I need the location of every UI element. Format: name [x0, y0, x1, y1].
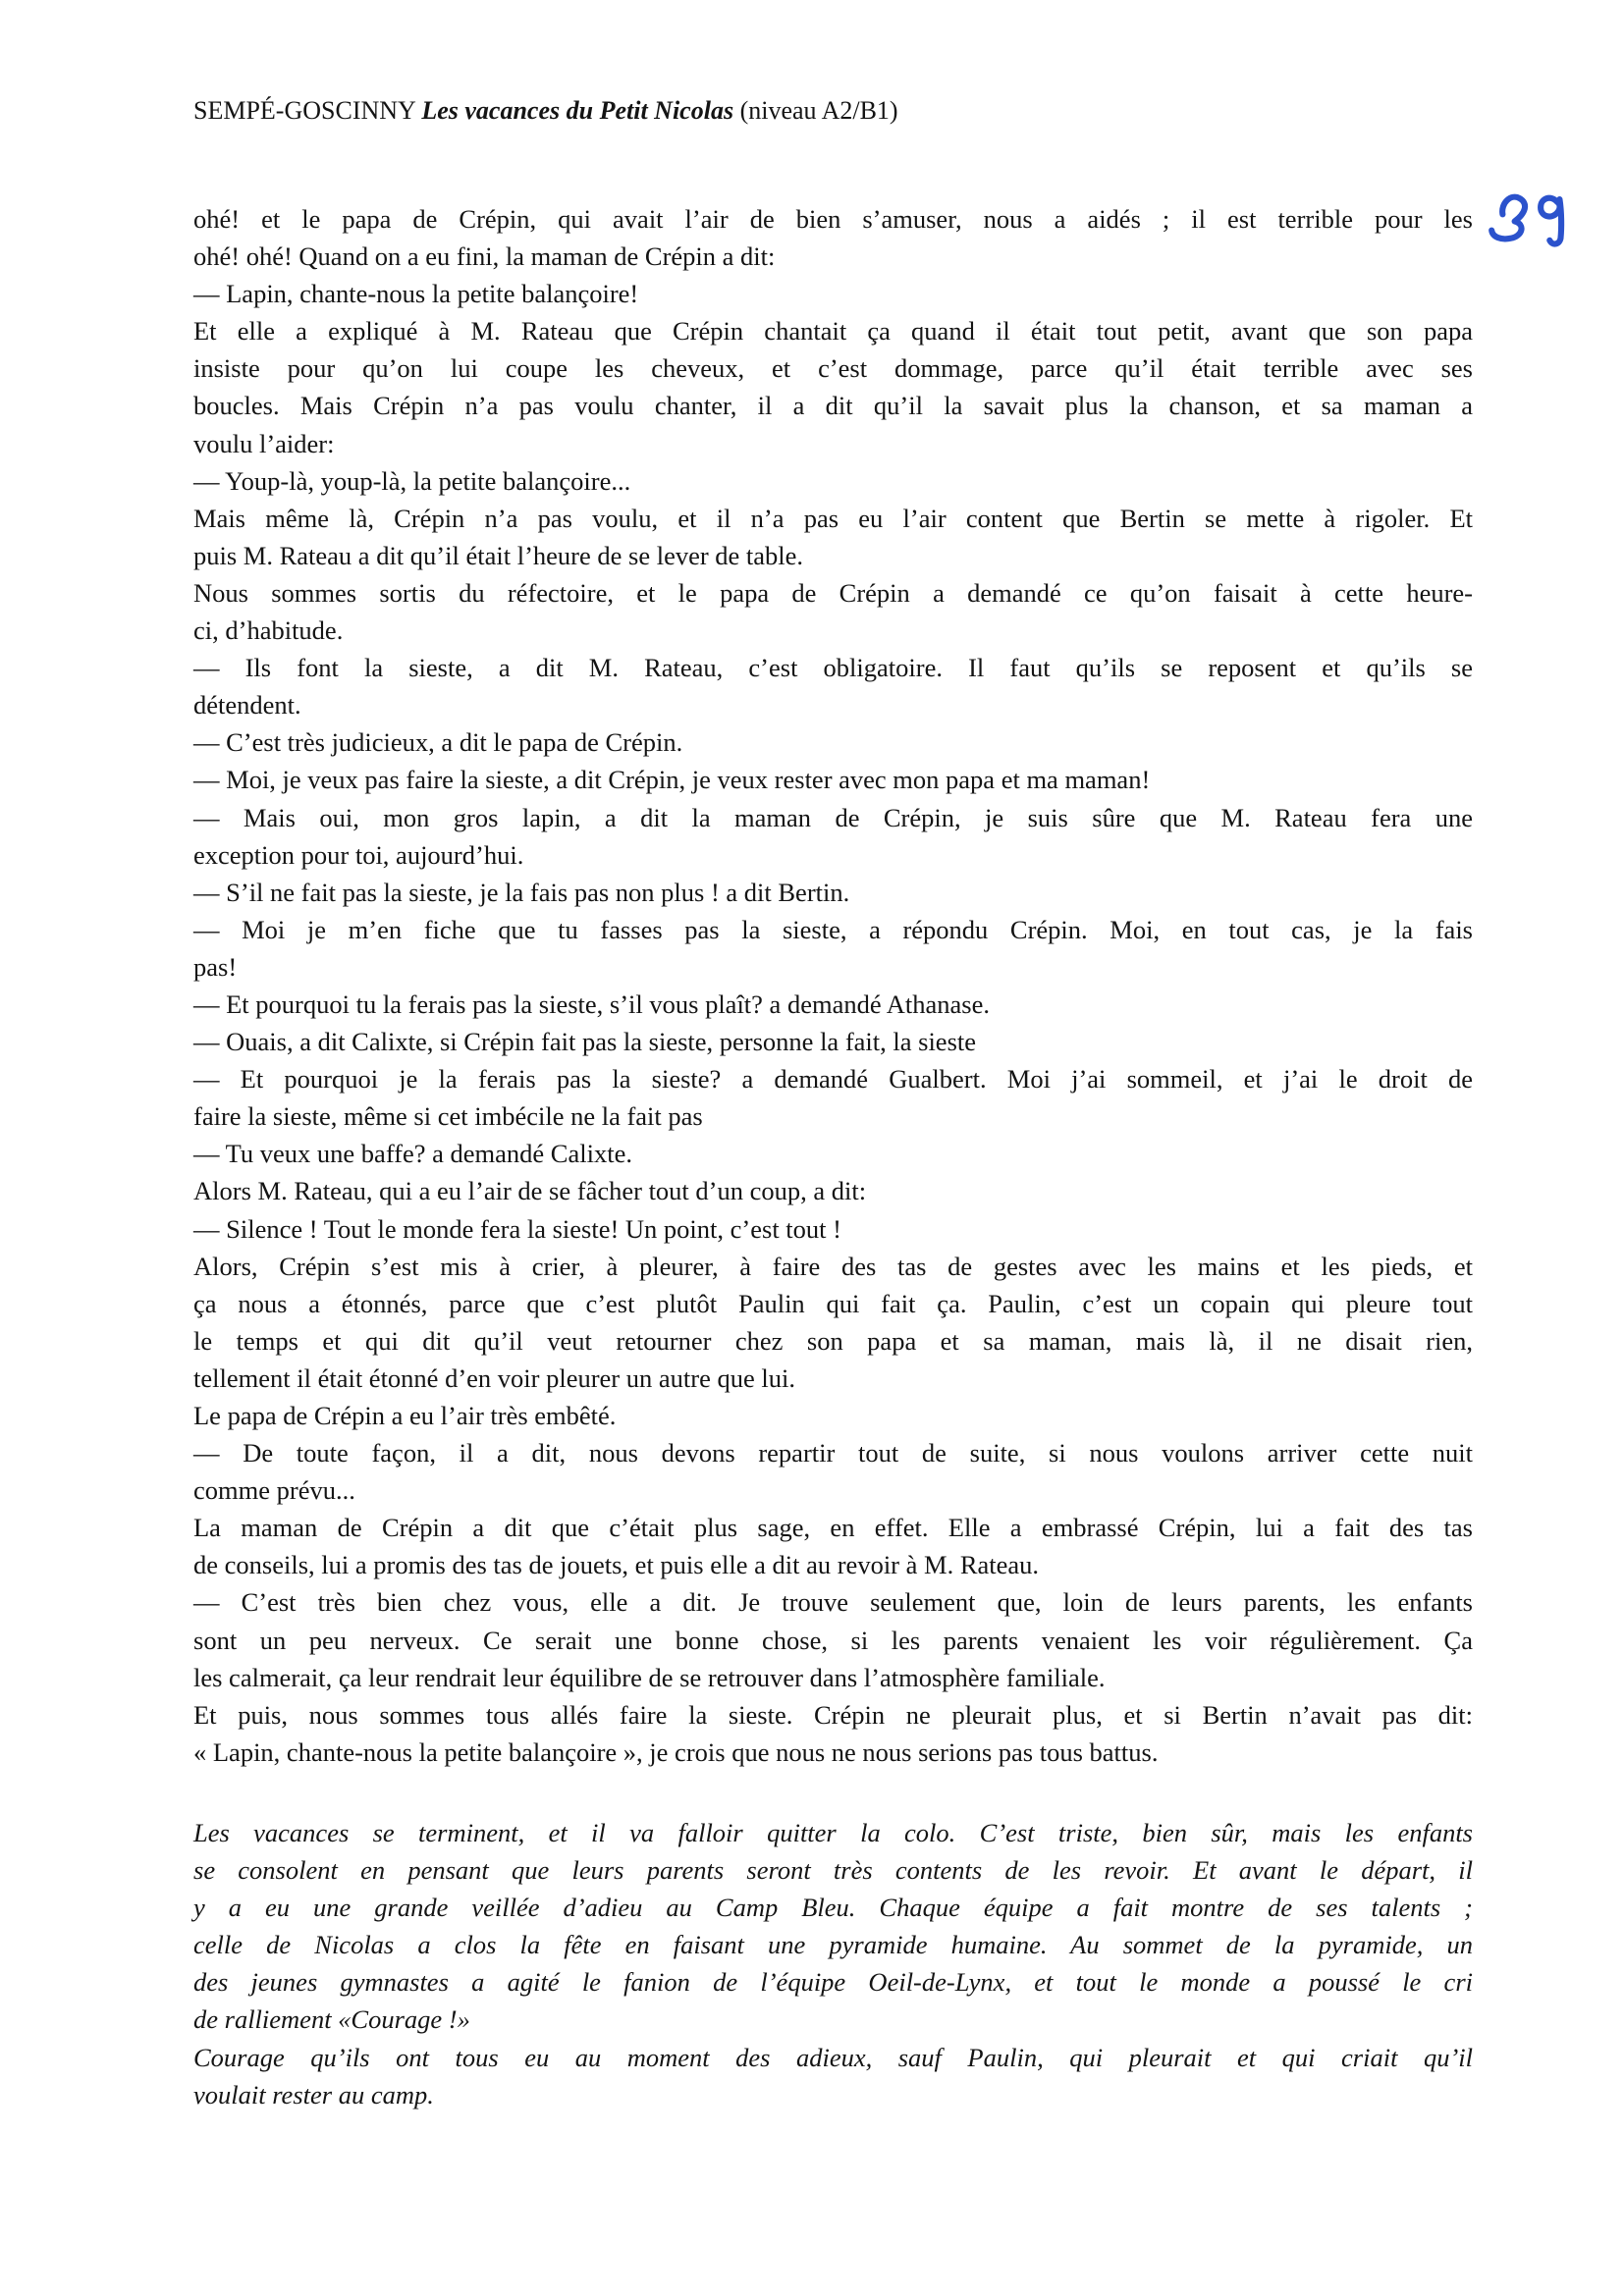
text-line: — Youp-là, youp-là, la petite balançoire...: [193, 465, 631, 496]
text-line: puis M. Rateau a dit qu’il était l’heure de se lever de table.: [193, 540, 804, 570]
text-line: « Lapin, chante-nous la petite balançoire », je crois que nous ne nous serions pas tous battus.: [193, 1736, 1159, 1767]
handwritten-page-number: [1481, 180, 1591, 266]
digit-3-stroke: [1491, 197, 1525, 240]
text-line: — Moi je m’en fiche que tu fasses pas la sieste, a répondu Crépin. Moi, en tout cas, je la fais: [193, 914, 1473, 944]
text-line: détendent.: [193, 690, 301, 721]
text-line: de conseils, lui a promis des tas de jouets, et puis elle a dit au revoir à M. Rateau.: [193, 1550, 1040, 1580]
text-line: comme prévu...: [193, 1475, 355, 1506]
text-line: — Silence ! Tout le monde fera la sieste! Un point, c’est tout !: [193, 1213, 841, 1244]
header-authors: SEMPÉ-GOSCINNY: [193, 96, 415, 125]
text-line: insiste pour qu’on lui coupe les cheveux, et c’est dommage, parce qu’il était terrible avec ses: [193, 353, 1473, 384]
text-line: les calmerait, ça leur rendrait leur équilibre de se retrouver dans l’atmosphère familiale.: [193, 1662, 1106, 1692]
text-line: faire la sieste, même si cet imbécile ne la fait pas: [193, 1101, 703, 1132]
epilogue-line: celle de Nicolas a clos la fête en faisant une pyramide humaine. Au sommet de la pyramide, un: [193, 1930, 1473, 1960]
document-header: [193, 94, 898, 128]
text-line: Et puis, nous sommes tous allés faire la sieste. Crépin ne pleurait plus, et si Bertin n’avait pas dit:: [193, 1699, 1473, 1730]
text-line: exception pour toi, aujourd’hui.: [193, 839, 524, 870]
text-line: ohé! ohé! Quand on a eu fini, la maman de Crépin a dit:: [193, 241, 776, 272]
text-line: — Tu veux une baffe? a demandé Calixte.: [193, 1139, 632, 1169]
text-line: Nous sommes sortis du réfectoire, et le papa de Crépin a demandé ce qu’on faisait à cette heure-: [193, 577, 1473, 608]
text-line: Alors, Crépin s’est mis à crier, à pleurer, à faire des tas de gestes avec les mains et les pieds, et: [193, 1251, 1473, 1281]
text-line: ça nous a étonnés, parce que c’est plutôt Paulin qui fait ça. Paulin, c’est un copain qui pleure tout: [193, 1288, 1473, 1318]
header-level: (niveau A2/B1): [739, 96, 898, 125]
digit-9-stem-stroke: [1549, 199, 1561, 243]
text-line: voulu l’aider:: [193, 428, 335, 458]
text-line: — C’est très bien chez vous, elle a dit. Je trouve seulement que, loin de leurs parents, les enfants: [193, 1587, 1473, 1618]
epilogue-line: des jeunes gymnastes a agité le fanion de l’équipe Oeil-de-Lynx, et tout le monde a poussé le cri: [193, 1967, 1473, 1998]
text-line: — Ils font la sieste, a dit M. Rateau, c’est obligatoire. Il faut qu’ils se reposent et qu’ils se: [193, 653, 1473, 683]
text-line: — Mais oui, mon gros lapin, a dit la maman de Crépin, je suis sûre que M. Rateau fera une: [193, 802, 1473, 832]
epilogue-line: se consolent en pensant que leurs parents seront très contents de les revoir. Et avant le départ, il: [193, 1855, 1473, 1886]
text-line: — Moi, je veux pas faire la sieste, a dit Crépin, je veux rester avec mon papa et ma maman!: [193, 765, 1151, 795]
text-line: le temps et qui dit qu’il veut retourner chez son papa et sa maman, mais là, il ne disait rien,: [193, 1325, 1473, 1356]
text-line: sont un peu nerveux. Ce serait une bonne chose, si les parents venaient les voir régulièrement. Ça: [193, 1625, 1473, 1655]
text-line: tellement il était étonné d’en voir pleurer un autre que lui.: [193, 1362, 795, 1393]
text-line: pas!: [193, 951, 238, 982]
epilogue-line: de ralliement «Courage !»: [193, 2004, 470, 2035]
text-line: Mais même là, Crépin n’a pas voulu, et il n’a pas eu l’air content que Bertin se mette à rigoler. Et: [193, 503, 1473, 533]
epilogue-line: voulait rester au camp.: [193, 2079, 434, 2109]
epilogue-line: Les vacances se terminent, et il va falloir quitter la colo. C’est triste, bien sûr, mais les enfants: [193, 1818, 1473, 1847]
text-line: La maman de Crépin a dit que c’était plus sage, en effet. Elle a embrassé Crépin, lui a fait des tas: [193, 1513, 1473, 1543]
text-line: — Lapin, chante-nous la petite balançoire!: [193, 279, 639, 309]
text-line: — Et pourquoi je la ferais pas la sieste? a demandé Gualbert. Moi j’ai sommeil, et j’ai le droit de: [193, 1064, 1473, 1095]
epilogue-line: y a eu une grande veillée d’adieu au Camp Bleu. Chaque équipe a fait montre de ses talents ;: [193, 1893, 1473, 1923]
text-line: boucles. Mais Crépin n’a pas voulu chanter, il a dit qu’il la savait plus la chanson, et sa maman a: [193, 391, 1473, 421]
text-line: ci, d’habitude.: [193, 615, 344, 646]
text-line: ohé! et le papa de Crépin, qui avait l’air de bien s’amuser, nous a aidés ; il est terrible pour les: [193, 204, 1473, 234]
text-line: — C’est très judicieux, a dit le papa de Crépin.: [193, 727, 683, 758]
document-title: Les vacances du Petit Nicolas: [421, 96, 734, 125]
story-text: [193, 200, 1473, 1771]
text-line: — De toute façon, il a dit, nous devons repartir tout de suite, si nous voulons arriver cette nuit: [193, 1438, 1473, 1468]
epilogue-line: Courage qu’ils ont tous eu au moment des adieux, sauf Paulin, qui pleurait et qui criait qu’il: [193, 2042, 1473, 2072]
text-line: Le papa de Crépin a eu l’air très embêté.: [193, 1401, 617, 1430]
text-line: — S’il ne fait pas la sieste, je la fais pas non plus ! a dit Bertin.: [193, 877, 850, 907]
text-line: — Et pourquoi tu la ferais pas la sieste, s’il vous plaît? a demandé Athanase.: [193, 988, 990, 1019]
text-line: Et elle a expliqué à M. Rateau que Crépin chantait ça quand il était tout petit, avant que son papa: [193, 316, 1473, 347]
text-line: Alors M. Rateau, qui a eu l’air de se fâcher tout d’un coup, a dit:: [193, 1176, 867, 1206]
text-line: — Ouais, a dit Calixte, si Crépin fait pas la sieste, personne la fait, la sieste: [193, 1027, 977, 1057]
epilogue-text: [193, 1814, 1473, 2113]
